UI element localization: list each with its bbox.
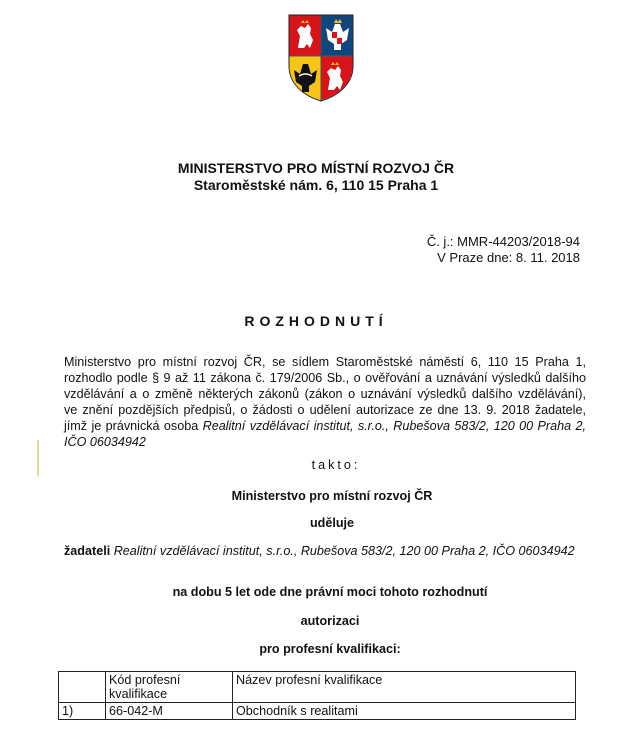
grants-label: uděluje	[309, 516, 355, 530]
case-number: Č. j.: MMR-44203/2018-94	[426, 234, 580, 249]
body-line	[64, 402, 586, 418]
table-header-row	[59, 672, 576, 703]
table-cell: 66-042-M	[106, 703, 233, 720]
takto-label: takto:	[311, 458, 361, 472]
applicant-ico: IČO 06034942	[64, 435, 146, 449]
applicant-intro: jímž je právnická osoba	[64, 419, 203, 433]
body-line: rozhodlo podle § 9 až 11 zákona č. 179/2006 Sb., o ověřování a uznávání výsledků dalšího	[64, 371, 586, 385]
for-qualification-label: pro profesní kvalifikaci:	[259, 642, 401, 656]
reference-block	[427, 234, 580, 266]
recipient-value: Realitní vzdělávací institut, s.r.o., Rubešova 583/2, 120 00 Praha 2, IČO 06034942	[110, 544, 575, 558]
ministry-repeat: Ministerstvo pro místní rozvoj ČR	[231, 489, 433, 503]
table-header-cell: Název profesní kvalifikace	[233, 672, 576, 703]
body-line	[64, 418, 586, 434]
ministry-address: Staroměstské nám. 6, 110 15 Praha 1	[193, 177, 439, 193]
body-line: Ministerstvo pro místní rozvoj ČR, se sídlem Staroměstské náměstí 6, 110 15 Praha 1,	[64, 355, 586, 369]
body-line: vzdělávání a o změně některých zákonů (zákon o uznávání výsledků dalšího vzdělávání),	[64, 387, 586, 401]
table-cell: Obchodník s realitami	[233, 703, 576, 720]
decision-body	[64, 354, 586, 450]
table-row	[59, 703, 576, 720]
applicant-name-address: Realitní vzdělávací institut, s.r.o., Rubešova 583/2, 120 00 Praha 2,	[202, 419, 586, 433]
table-cell: 1)	[59, 703, 106, 720]
document-title: ROZHODNUTÍ	[244, 313, 388, 329]
table-header-cell	[59, 672, 106, 703]
czech-state-coat-of-arms-icon	[288, 14, 354, 102]
recipient-line	[64, 544, 575, 558]
table-header-cell: Kód profesní kvalifikace	[106, 672, 233, 703]
recipient-label: žadateli	[64, 544, 111, 558]
qualification-table	[58, 671, 576, 720]
ministry-name: MINISTERSTVO PRO MÍSTNÍ ROZVOJ ČR	[177, 160, 455, 176]
authorization-label: autorizaci	[300, 614, 360, 628]
date-line: V Praze dne: 8. 11. 2018	[437, 250, 580, 265]
duration-line: na dobu 5 let ode dne právní moci tohoto rozhodnutí	[172, 585, 488, 599]
body-line-text: ve znění pozdějších předpisů, o žádosti o udělení autorizace ze dne 13. 9. 2018 žadatele,	[64, 403, 586, 417]
